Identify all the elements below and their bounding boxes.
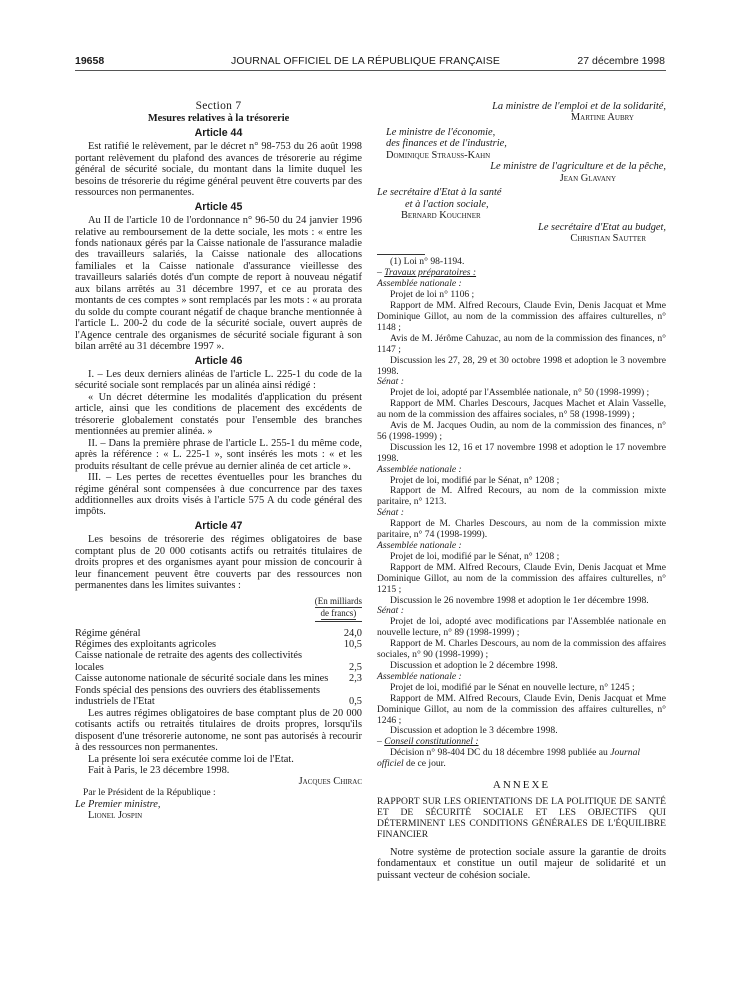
procedure-line: Discussion les 27, 28, 29 et 30 octobre 1998 et adoption le 3 novembre 1998.: [377, 354, 666, 377]
procedure-line: Rapport de MM. Alfred Recours, Claude Evin, Denis Jacquat et Mme Dominique Gillot, au nom de la commission des affaires culturelles, n° 1215 ;: [377, 561, 666, 595]
president-name: Jacques Chirac: [298, 776, 362, 788]
signatory-name: Christian Sautter: [570, 232, 646, 244]
alloc-value: 2,5: [349, 661, 362, 673]
signatory-title: des finances et de l'industrie,: [386, 138, 507, 150]
article-45-title: Article 45: [194, 200, 243, 213]
signatory-name: Jean Glavany: [559, 172, 616, 184]
chamber-label: Assemblée nationale :: [377, 463, 462, 475]
procedure-line: Discussion et adoption le 2 décembre 1998.: [390, 659, 558, 671]
alloc-label: Caisse nationale de retraite des agents des collectivités locales: [75, 650, 303, 673]
signatory-title: et à l'action sociale,: [405, 198, 489, 210]
signatory-title: Le secrétaire d'Etat à la santé: [377, 187, 502, 199]
annexe-title: ANNEXE: [492, 779, 551, 792]
report-paragraph: Notre système de protection sociale assure la garantie de droits fondamentaux et constitue un outil majeur de solidarité et un puissant vecteur de cohésion sociale.: [377, 846, 666, 881]
procedure-line: Rapport de M. Charles Descours, au nom de la commission mixte paritaire, n° 74 (1998-1999).: [377, 518, 666, 541]
procedure-line: Discussion les 12, 16 et 17 novembre 1998 et adoption le 17 novembre 1998.: [377, 441, 666, 464]
signatory-title: Le ministre de l'agriculture et de la pêche,: [490, 161, 666, 173]
unit-note: [75, 596, 362, 622]
alloc-label: Caisse autonome nationale de sécurité sociale dans les mines: [75, 673, 329, 685]
journal-title: JOURNAL OFFICIEL DE LA RÉPUBLIQUE FRANÇAISE: [231, 55, 500, 67]
procedure-line: Projet de loi, adopté avec modifications par l'Assemblée nationale en nouvelle lecture, n° 89 (1998-1999) ;: [377, 616, 666, 639]
procedure-line: Rapport de M. Charles Descours, au nom de la commission des affaires sociales, n° 90 (1998-1999) ;: [377, 638, 666, 661]
table-row: [75, 628, 362, 639]
conseil-heading: Conseil constitutionnel :: [384, 736, 479, 748]
table-row: [75, 685, 362, 708]
right-column: [377, 101, 666, 881]
article-44-title: Article 44: [194, 126, 243, 139]
table-row: [75, 650, 362, 673]
chamber-label: Assemblée nationale :: [377, 278, 462, 290]
section-title: Section 7: [195, 100, 242, 112]
execution-clause: La présente loi sera exécutée comme loi de l'Etat.: [88, 753, 294, 765]
allocation-table: [75, 628, 362, 708]
header-rule: [75, 70, 666, 71]
procedure-line: Rapport de MM. Alfred Recours, Claude Evin, Denis Jacquat et Mme Dominique Gillot, au nom de la commission des affaires culturelles, n° 1246 ;: [377, 692, 666, 726]
unit-line-2: de francs): [320, 607, 357, 618]
pm-title: Le Premier ministre,: [75, 798, 161, 810]
procedure-line: Projet de loi n° 1106 ;: [390, 289, 475, 301]
chamber-label: Sénat :: [377, 605, 404, 617]
left-column: [75, 101, 362, 822]
table-row: [75, 673, 362, 684]
footnote-law-number: (1) Loi n° 98-1194.: [390, 256, 465, 268]
by-president-line: Par le Président de la République :: [83, 786, 216, 798]
article-46-para-1: I. – Les deux derniers alinéas de l'article L. 225-1 du code de la sécurité sociale sont remplacés par un alinéa ainsi rédigé :: [75, 368, 362, 392]
chamber-label: Assemblée nationale :: [377, 540, 462, 551]
article-46-para-2: « Un décret détermine les modalités d'application du présent article, ainsi que les conditions de placement des excédents de trésorerie globalement constatés pour l'ensemble des branches mentionnées au premier alinéa. »: [75, 391, 362, 438]
chamber-label: Sénat :: [377, 507, 404, 519]
alloc-value: 2,3: [349, 673, 362, 685]
alloc-label: Fonds spécial des pensions des ouvriers des établissements industriels de l'Etat: [75, 684, 321, 708]
article-47-para-2: Les autres régimes obligatoires de base comptant plus de 20 000 cotisants actifs ou retraités titulaires de droits propres, lorsqu'ils disposent d'une trésorerie autonome, ne sont pas autorisés à recourir à des ressources non permanentes.: [75, 707, 362, 754]
procedure-line: Rapport de MM. Alfred Recours, Claude Evin, Denis Jacquat et Mme Dominique Gillot, au nom de la commission des affaires culturelles, n° 1148 ;: [377, 300, 666, 333]
alloc-value: 24,0: [343, 627, 362, 639]
alloc-label: Régimes des exploitants agricoles: [75, 639, 217, 651]
procedure-line: Discussion le 26 novembre 1998 et adoption le 1er décembre 1998.: [390, 594, 649, 606]
running-header: [0, 55, 731, 69]
done-at-paris: Fait à Paris, le 23 décembre 1998.: [88, 765, 230, 777]
signatory-name: Martine Aubry: [570, 112, 634, 124]
alloc-value: 0,5: [349, 696, 362, 708]
article-47-title: Article 47: [194, 519, 243, 532]
article-45-text: Au II de l'article 10 de l'ordonnance n° 96-50 du 24 janvier 1996 relative au remboursement de la dette sociale, les mots : « entre les fonds nationaux gérés par la Caisse nationale de l'assurance maladie des travailleurs salariés, la Caisse nationale des allocations familiales et la Caisse nationale d'assurance vieillesse des travailleurs salariés dotés d'un compte de report à nouveau négatif aux bilans arrêtés au 31 décembre 1997, et ce au prorata des montants de ces comptes » sont remplacés par les mots : « au prorata du solde du compte courant négatif de chaque branche mentionnée à l'article L. 200-2 du code de la sécurité sociale, ouvert auprès de l'Agence centrale des organismes de sécurité sociale figurant à son bilan arrêté au 31 décembre 1997 ».: [75, 215, 362, 353]
procedure-line: Rapport de MM. Charles Descours, Jacques Machet et Alain Vasselle, au nom de la commission des affaires sociales, n° 58 (1998-1999) ;: [377, 398, 666, 421]
footnote-separator: [377, 254, 425, 255]
footnotes: (1) Loi n° 98-1194. – Travaux préparatoires : Assemblée nationale : Projet de loi n° 1106 ; Rapport de MM. Alfred Recours, Claude Evin, Denis Jacquat et Mme Dominique Gillot, au nom de la commission des affaires culturelles, n° 1148 ; Avis de M. Jérôme Cahuzac, au nom de la commission des finances, n° 1147 ; Discussion les 27, 28, 29 et 30 octobre 1998 et adoption le 3 novembre 1998. Sénat : Projet de loi, adopté par l'Assemblée nationale, n° 50 (1998-1999) ; Rapport de MM. Charles Descours, Jacques Machet et Alain Vasselle, au nom de la commission des affaires sociales, n° 58 (1998-1999) ; Avis de M. Jacques Oudin, au nom de la commission des finances, n° 56 (1998-1999) ; Discussion les 12, 16 et 17 novembre 1998 et adoption le 17 novembre 1998. Assemblée nationale : Projet de loi, modifié par le Sénat, n° 1208 ; Rapport de M. Alfred Recours, au nom de la commission mixte paritaire, n° 1213. Sénat : Rapport de M. Charles Descours, au nom de la commission mixte paritaire, n° 74 (1998-1999). Assemblée nationale : Projet de loi, modifié par le Sénat, n° 1208 ; Rapport de MM. Alfred Recours, Claude Evin, Denis Jacquat et Mme Dominique Gillot, au nom de la commission des affaires culturelles, n° 1215 ; Discussion le 26 novembre 1998 et adoption le 1er décembre 1998. Sénat : Projet de loi, adopté avec modifications par l'Assemblée nationale en nouvelle lecture, n° 89 (1998-1999) ; Rapport de M. Charles Descours, au nom de la commission des affaires sociales, n° 90 (1998-1999) ; Discussion et adoption le 2 décembre 1998. Assemblée nationale : Projet de loi, modifié par le Sénat en nouvelle lecture, n° 1245 ; Rapport de MM. Alfred Recours, Claude Evin, Denis Jacquat et Mme Dominique Gillot, au nom de la commission des affaires culturelles, n° 1246 ; Discussion et adoption le 3 décembre 1998. – Conseil constitutionnel : Décision n° 98-404 DC du 18 décembre 1998 publiée au Journal officiel de ce jour.: [377, 256, 666, 770]
signatory-title: Le ministre de l'économie,: [386, 126, 496, 138]
article-47-para-1: Les besoins de trésorerie des régimes obligatoires de base comptant plus de 20 000 cotisants actifs ou retraités titulaires de droits propres et des organismes ayant pour mission de concourir à leur financement peuvent être couverts par des ressources non permanentes dans les limites suivantes :: [75, 534, 362, 592]
article-46-para-4: III. – Les pertes de recettes éventuelles pour les branches du régime général sont compensées à due concurrence par des taxes additionnelles aux droits visés à l'article 575 A du code général des impôts.: [75, 472, 362, 518]
section-heading: Mesures relatives à la trésorerie: [147, 113, 290, 125]
page-number: 19658: [75, 55, 105, 67]
procedure-line: Projet de loi, modifié par le Sénat, n° 1208 ;: [390, 550, 560, 562]
table-row: [75, 639, 362, 650]
procedure-line: Décision n° 98-404 DC du 18 décembre 1998 publiée au Journal officiel de ce jour.: [377, 747, 641, 770]
chamber-label: Assemblée nationale :: [377, 670, 462, 682]
procedure-line: Rapport de M. Alfred Recours, au nom de la commission mixte paritaire, n° 1213.: [377, 485, 666, 508]
alloc-label: Régime général: [75, 627, 141, 639]
signatory-title: Le secrétaire d'Etat au budget,: [538, 221, 666, 233]
article-46-title: Article 46: [194, 354, 243, 367]
report-title: RAPPORT SUR LES ORIENTATIONS DE LA POLITIQUE DE SANTÉ ET DE SÉCURITÉ SOCIALE ET LES OBJECTIFS QUI DÉTERMINENT LES CONDITIONS GÉNÉRALES DE L'ÉQUILIBRE FINANCIER: [377, 796, 666, 840]
signatory-title: La ministre de l'emploi et de la solidarité,: [492, 101, 666, 112]
procedure-line: Projet de loi, modifié par le Sénat en nouvelle lecture, n° 1245 ;: [390, 681, 635, 693]
article-44-text: Est ratifié le relèvement, par le décret n° 98-753 du 26 août 1998 portant relèvement du plafond des avances de trésorerie au régime général de sécurité sociale, du montant dans la limite duquel les besoins de trésorerie du régime général peuvent être couverts par des ressources non permanentes.: [75, 141, 362, 199]
article-46-para-3: II. – Dans la première phrase de l'article L. 255-1 du même code, après la référence : « L. 225-1 », sont insérés les mots : « et les produits résultant de celle prévue au dernier alinéa de cet article ».: [75, 437, 362, 472]
pm-name: Lionel Jospin: [88, 810, 143, 822]
procedure-line: Projet de loi, modifié par le Sénat, n° 1208 ;: [390, 474, 560, 486]
signatory-name: Dominique Strauss-Kahn: [386, 149, 491, 161]
procedure-line: Projet de loi, adopté par l'Assemblée nationale, n° 50 (1998-1999) ;: [390, 387, 650, 399]
issue-date: 27 décembre 1998: [577, 55, 665, 67]
unit-line-1: (En milliards: [314, 595, 362, 606]
alloc-value: 10,5: [343, 639, 362, 651]
procedure-line: Avis de M. Jérôme Cahuzac, au nom de la commission des finances, n° 1147 ;: [377, 332, 666, 355]
signatory-name: Bernard Kouchner: [401, 210, 481, 222]
travaux-heading: Travaux préparatoires :: [384, 267, 477, 279]
procedure-line: Avis de M. Jacques Oudin, au nom de la commission des finances, n° 56 (1998-1999) ;: [377, 420, 666, 442]
procedure-line: Discussion et adoption le 3 décembre 1998.: [390, 725, 558, 737]
chamber-label: Sénat :: [377, 376, 404, 388]
